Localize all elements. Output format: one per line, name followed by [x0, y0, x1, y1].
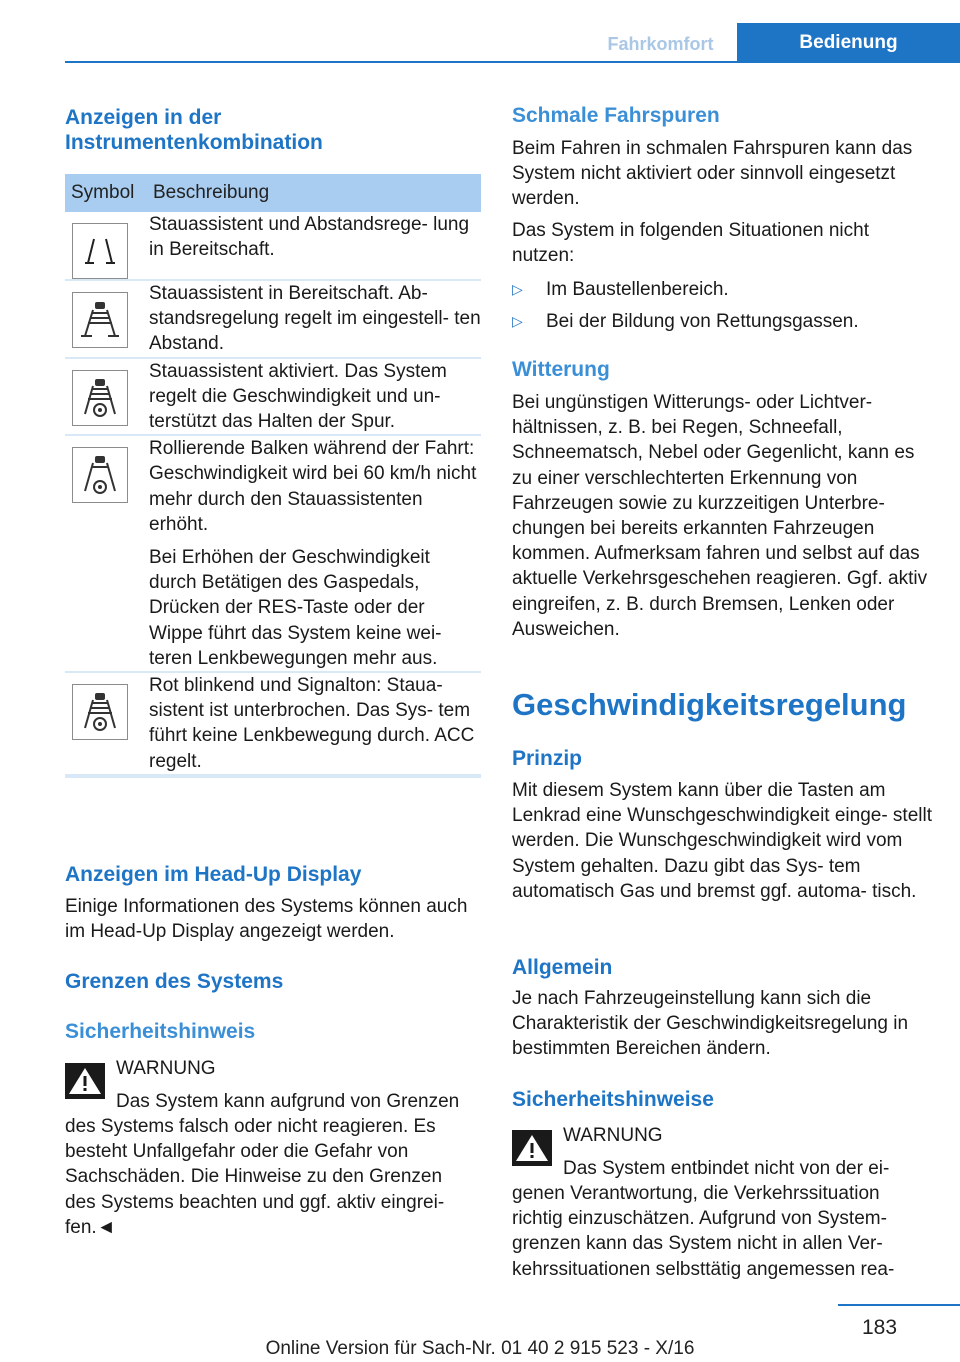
- footer-version-text: Online Version für Sach-Nr. 01 40 2 915 523 - X/16: [265, 1338, 695, 1359]
- hud-text: Einige Informationen des Systems können auch im Head-Up Display angezeigt werden.: [65, 896, 468, 943]
- section-title-safety: Sicherheitshinweis: [65, 1020, 256, 1043]
- lane-assist-interrupted-icon: [72, 684, 128, 740]
- warning-first-line: Das System entbindet nicht von der ei-: [563, 1158, 890, 1179]
- section-title-narrow-lanes: Schmale Fahrspuren: [512, 104, 720, 127]
- general-text: Je nach Fahrzeugeinstellung kann sich die Charakteristik der Geschwindigkeitsregelung in bestimmten Bereichen ändern.: [512, 988, 909, 1060]
- table-row: [65, 435, 481, 672]
- principle-text: Mit diesem System kann über die Tasten am Lenkrad eine Wunschgeschwindigkeit einge- stellt werden. Die Wunschgeschwindigkeit wird vom System gehalten. Dazu gibt das Sys- tem automatisch Gas und bremst ggf. automa- tisch.: [512, 780, 933, 902]
- section-title-speed-control: Geschwindigkeitsregelung: [512, 687, 907, 722]
- narrow-text: Beim Fahren in schmalen Fahrspuren kann das System nicht aktiviert oder sinnvoll eingesetzt werden.: [512, 138, 913, 210]
- triangle-bullet-icon: ▷: [512, 313, 523, 329]
- header-section-tab: Fahrkomfort: [587, 28, 734, 61]
- page-number: 183: [862, 1316, 898, 1339]
- symbol-table: [65, 174, 481, 778]
- section-title-instrument-display: Anzeigen in der Instrumentenkombination: [65, 106, 323, 154]
- table-row: [65, 358, 481, 436]
- section-title-limits: Grenzen des Systems: [65, 970, 284, 993]
- table-cell-description: Rollierende Balken während der Fahrt: Geschwindigkeit wird bei 60 km/h nicht mehr durch den Stauassistenten erhöht.: [149, 438, 477, 535]
- list-item: ▷ Bei der Bildung von Rettungsgassen.: [512, 311, 859, 332]
- section-title-hud: Anzeigen im Head-Up Display: [65, 863, 362, 886]
- section-title-weather: Witterung: [512, 358, 610, 381]
- warning-icon: [65, 1063, 105, 1099]
- lane-assist-standby-icon: [72, 223, 128, 279]
- section-title-safety-notes: Sicherheitshinweise: [512, 1088, 714, 1111]
- table-row: [65, 280, 481, 358]
- table-cell-description: Stauassistent in Bereitschaft. Ab- standsregelung regelt im eingestell- ten Abstand.: [149, 283, 481, 355]
- table-cell-description: Bei Erhöhen der Geschwindigkeit durch Betätigen des Gaspedals, Drücken der RES-Taste oder der Wippe führt das System keine wei- teren Lenkbewegungen mehr aus.: [149, 547, 442, 669]
- warning-label: WARNUNG: [563, 1125, 663, 1146]
- table-cell-description: Rot blinkend und Signalton: Staua- sistent ist unterbrochen. Das Sys- tem führt keine Lenkbewegung durch. ACC regelt.: [149, 675, 475, 772]
- table-header-description: Beschreibung: [149, 174, 481, 212]
- section-title-general: Allgemein: [512, 956, 613, 979]
- warning-text: des Systems falsch oder nicht reagieren. Es besteht Unfallgefahr oder die Gefahr von Sachschäden. Die Hinweise zu den Grenzen des Systems beachten und ggf. aktiv eingrei- fen.◄: [65, 1116, 445, 1238]
- lane-assist-rolling-icon: [72, 447, 128, 503]
- triangle-bullet-icon: ▷: [512, 281, 523, 297]
- header-rule: [65, 61, 960, 63]
- narrow-text-2: Das System in folgenden Situationen nicht nutzen:: [512, 220, 869, 267]
- situation-list: [512, 277, 932, 341]
- footer-rule: [838, 1304, 960, 1306]
- warning-label: WARNUNG: [116, 1058, 216, 1079]
- warning-first-line: Das System kann aufgrund von Grenzen: [116, 1091, 460, 1112]
- weather-text: Bei ungünstigen Witterungs- oder Lichtver- hältnissen, z. B. bei Regen, Schneefall, Schneematsch, Nebel oder Gegenlicht, kann es zu einer verschlechterten Erkennung von Fahrzeugen sowie zu kurzzeitigen Unterbre- chungen bei bereits erkannten Fahrzeugen kommen. Aufmerksam fahren und selbst auf das aktuelle Verkehrsgeschehen reagieren. Ggf. aktiv eingreifen, z. B. durch Bremsen, Lenken oder Ausweichen.: [512, 392, 928, 640]
- table-header-symbol: Symbol: [65, 174, 149, 212]
- lane-assist-active-icon: [72, 370, 128, 426]
- header-chapter-tab: Bedienung: [737, 23, 960, 61]
- table-cell-description: Stauassistent aktiviert. Das System regelt die Geschwindigkeit und un- terstützt das Halten der Spur.: [149, 360, 447, 433]
- table-cell-description: Stauassistent und Abstandsrege- lung in Bereitschaft.: [149, 214, 470, 261]
- warning-text: genen Verantwortung, die Verkehrssituation richtig einzuschätzen. Aufgrund von System- grenzen kann das System nicht in allen Ver- kehrssituationen selbsttätig angemessen rea-: [512, 1183, 895, 1280]
- warning-icon: [512, 1130, 552, 1166]
- section-title-principle: Prinzip: [512, 747, 583, 770]
- list-item: ▷ Im Baustellenbereich.: [512, 279, 729, 300]
- lane-assist-distance-icon: [72, 292, 128, 348]
- table-row: [65, 672, 481, 776]
- table-row: [65, 212, 481, 280]
